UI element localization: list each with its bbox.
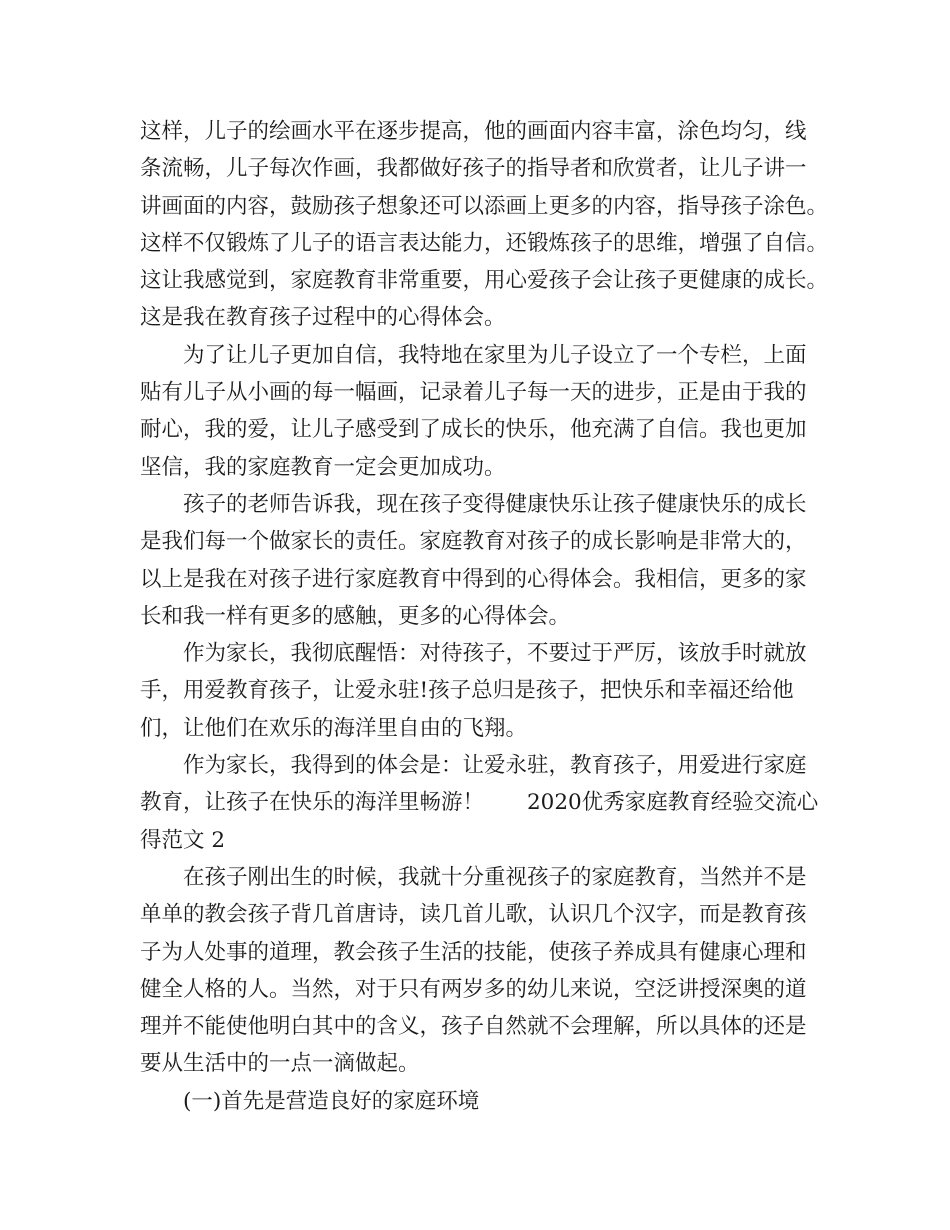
text-line: 要从生活中的一点一滴做起。 xyxy=(140,1051,420,1077)
paragraph-first-line: 作为家长，我彻底醒悟：对待孩子，不要过于严厉，该放手时就放 xyxy=(183,641,807,667)
text-line: 长和我一样有更多的感触，更多的心得体会。 xyxy=(140,603,571,629)
text-line: 教育，让孩子在快乐的海洋里畅游！ 2020优秀家庭教育经验交流心 xyxy=(140,790,819,816)
text-line: 坚信，我的家庭教育一定会更加成功。 xyxy=(140,454,506,480)
text-line: 理并不能使他明白其中的含义，孩子自然就不会理解，所以具体的还是 xyxy=(140,1014,807,1040)
text-line: 这是我在教育孩子过程中的心得体会。 xyxy=(140,305,506,331)
paragraph-first-line: 在孩子刚出生的时候，我就十分重视孩子的家庭教育，当然并不是 xyxy=(183,864,807,890)
text-line: 这样不仅锻炼了儿子的语言表达能力，还锻炼孩子的思维，增强了自信。 xyxy=(140,230,829,256)
text-line: 手，用爱教育孩子，让爱永驻!孩子总归是孩子，把快乐和幸福还给他 xyxy=(140,678,794,704)
text-line: 耐心，我的爱，让儿子感受到了成长的快乐，他充满了自信。我也更加 xyxy=(140,417,807,443)
text-line: 这样，儿子的绘画水平在逐步提高，他的画面内容丰富，涂色均匀，线 xyxy=(140,119,807,144)
text-line: 条流畅，儿子每次作画，我都做好孩子的指导者和欣赏者，让儿子讲一 xyxy=(140,156,807,182)
text-line: 是我们每一个做家长的责任。家庭教育对孩子的成长影响是非常大的， xyxy=(140,529,807,555)
text-line: 这让我感觉到，家庭教育非常重要，用心爱孩子会让孩子更健康的成长。 xyxy=(140,268,829,294)
text-line: 得范文 2 xyxy=(140,827,226,853)
text-line: 们，让他们在欢乐的海洋里自由的飞翔。 xyxy=(140,715,528,741)
text-line: 健全人格的人。当然，对于只有两岁多的幼儿来说，空泛讲授深奥的道 xyxy=(140,976,807,1002)
paragraph-first-line: 作为家长，我得到的体会是：让爱永驻，教育孩子，用爱进行家庭 xyxy=(183,753,807,779)
text-line: 讲画面的内容，鼓励孩子想象还可以添画上更多的内容，指导孩子涂色。 xyxy=(140,193,829,219)
document-body xyxy=(140,113,830,1120)
text-line: 以上是我在对孩子进行家庭教育中得到的心得体会。我相信，更多的家 xyxy=(140,566,807,592)
text-line: 子为人处事的道理，教会孩子生活的技能，使孩子养成具有健康心理和 xyxy=(140,939,807,965)
paragraph-first-line: (一)首先是营造良好的家庭环境 xyxy=(183,1088,480,1114)
text-line: 贴有儿子从小画的每一幅画，记录着儿子每一天的进步，正是由于我的 xyxy=(140,380,807,406)
text-line: 单单的教会孩子背几首唐诗，读几首儿歌，认识几个汉字，而是教育孩 xyxy=(140,902,807,928)
paragraph-first-line: 孩子的老师告诉我，现在孩子变得健康快乐让孩子健康快乐的成长 xyxy=(183,491,807,517)
paragraph-first-line: 为了让儿子更加自信，我特地在家里为儿子设立了一个专栏，上面 xyxy=(183,342,807,368)
